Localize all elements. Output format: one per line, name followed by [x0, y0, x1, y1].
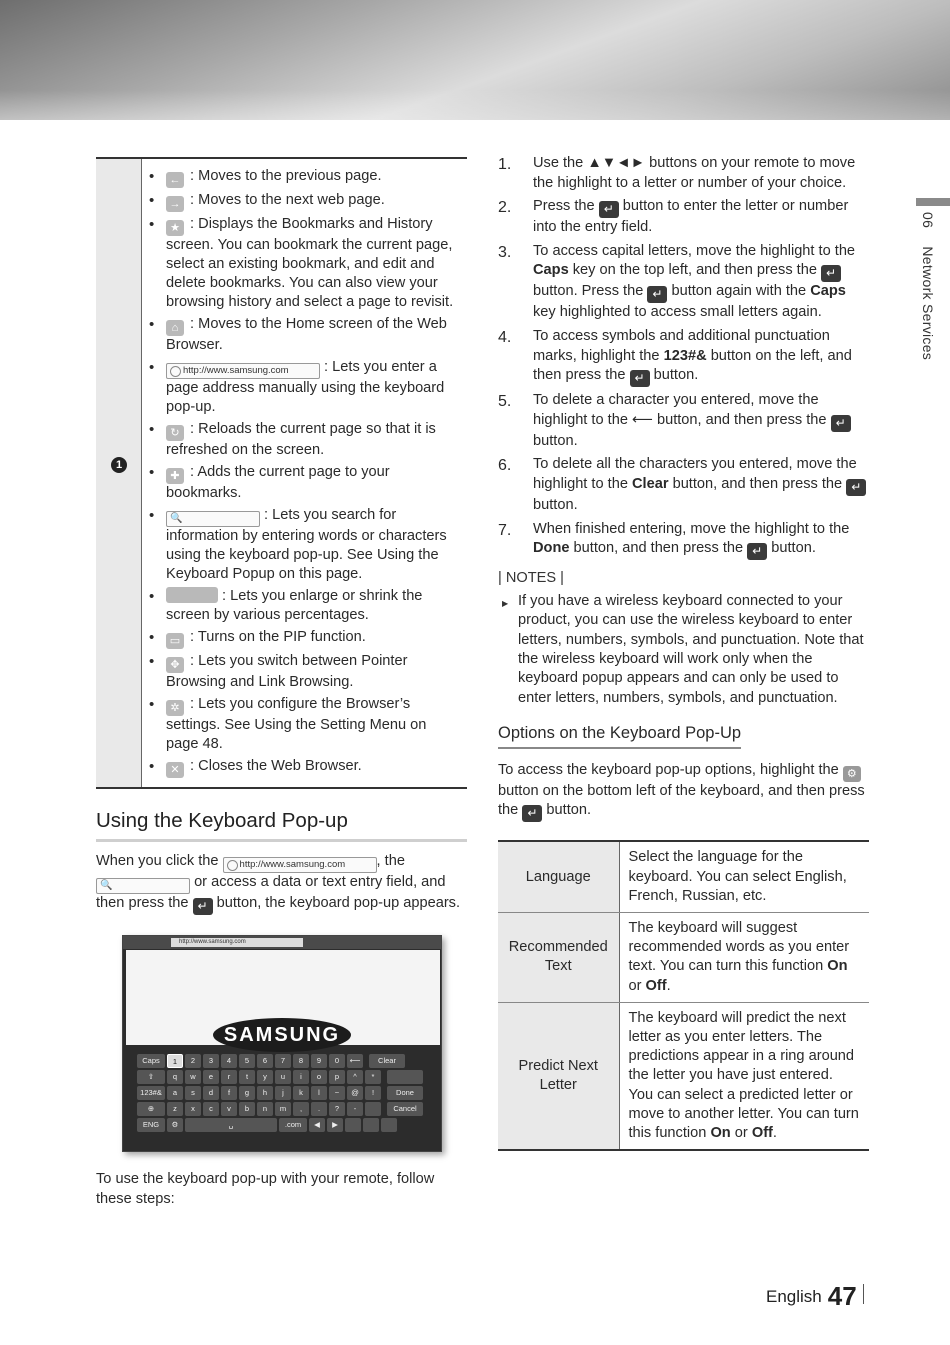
keyboard-key: ⟵: [347, 1054, 363, 1068]
keyboard-row: [137, 1070, 429, 1084]
browser-toolbar: [123, 936, 441, 949]
option-name: Recommended Text: [498, 913, 619, 1003]
options-gear-icon: ⚙: [843, 766, 861, 782]
feature-list: [142, 159, 467, 787]
keyboard-key: k: [293, 1086, 309, 1100]
intro-text-3: or access a data or text entry field, and then press the: [96, 874, 446, 911]
feature-item: [166, 315, 461, 355]
keyboard-key: q: [167, 1070, 183, 1084]
keyboard-key: .com: [279, 1118, 307, 1132]
keyboard-key: x: [185, 1102, 201, 1116]
right-column: [498, 154, 869, 1151]
step-text: button. Press the: [533, 283, 644, 300]
left-column: [96, 157, 467, 1209]
table-row: [498, 841, 869, 912]
keyboard-key: 123#&: [137, 1086, 165, 1100]
step-text: To access symbols and additional punctuation marks, highlight the: [533, 327, 830, 364]
keyboard-key: ◀: [309, 1118, 325, 1132]
feature-text: : Lets you search for information by entering words or characters using the keyboard pop-up. See Using the Keyboard Popup on this page.: [166, 507, 447, 582]
keyboard-key: p: [329, 1070, 345, 1084]
feature-item: [166, 215, 461, 312]
keyboard-key: ~: [329, 1086, 345, 1100]
feature-text: : Lets you enter a page address manually using the keyboard pop-up.: [166, 359, 445, 415]
step-number: 7.: [498, 521, 512, 539]
close-x-icon: ✕: [166, 762, 184, 778]
options-intro-a: To access the keyboard pop-up options, highlight the: [498, 761, 839, 778]
keyboard-key: c: [203, 1102, 219, 1116]
page-footer: [766, 1281, 864, 1312]
search-field: 🔍: [166, 511, 260, 527]
notes-heading: | NOTES |: [498, 570, 564, 587]
bookmark-star-icon: ★: [166, 220, 184, 236]
footer-divider: [863, 1284, 864, 1304]
feature-text: : Adds the current page to your bookmarks.: [166, 464, 390, 501]
step-item: [498, 242, 869, 323]
done-key-label: Done: [533, 540, 570, 557]
keyboard-key: ⇧: [137, 1070, 165, 1084]
step-item: [498, 520, 869, 561]
feature-item: [166, 506, 461, 584]
keyboard-section-title: Using the Keyboard Pop-up: [96, 809, 467, 842]
keyboard-key: ⚙: [167, 1118, 183, 1132]
note-item: ▶ If you have a wireless keyboard connected to your product, you can use the wireless keyboard to enter letters, numbers, symbols, and punctuation. Note that the wireless keyboard will work only when the keyboard popup appears and can only be used to enter letters, numbers, symbols, and punctuation.: [498, 592, 869, 708]
keyboard-row: [137, 1054, 429, 1068]
step-text: button on the left, and then press the: [533, 347, 852, 384]
enter-button-icon: ↵: [522, 805, 542, 822]
page-number: 47: [827, 1281, 857, 1311]
keyboard-key: ?: [329, 1102, 345, 1116]
table-row: [498, 913, 869, 1003]
options-table: [498, 840, 869, 1151]
home-icon: ⌂: [166, 320, 184, 336]
keyboard-key: i: [293, 1070, 309, 1084]
option-name: Predict Next Letter: [498, 1002, 619, 1150]
feature-item: [166, 463, 461, 503]
feature-text: : Lets you switch between Pointer Browsing and Link Browsing.: [166, 653, 408, 690]
feature-item: [166, 420, 461, 460]
settings-gear-icon: ✲: [166, 700, 184, 716]
enter-button-icon: ↵: [630, 370, 650, 387]
step-text: button.: [533, 432, 578, 449]
option-text: The keyboard will suggest recommended words as you enter text. You can turn this function: [628, 920, 850, 975]
feature-item: [166, 358, 461, 417]
feature-number-cell: [96, 159, 142, 787]
step-number: 4.: [498, 328, 512, 346]
options-intro: [498, 761, 869, 823]
keyboard-row: [137, 1086, 429, 1100]
step-text: key on the top left, and then press the: [572, 262, 817, 279]
step-text: When finished entering, move the highlight to the: [533, 520, 850, 537]
enter-button-icon: ↵: [647, 286, 667, 303]
keyboard-key: v: [221, 1102, 237, 1116]
option-description: Select the language for the keyboard. You can select English, French, Russian, etc.: [619, 841, 869, 912]
keyboard-key: ,: [293, 1102, 309, 1116]
keyboard-key: m: [275, 1102, 291, 1116]
keyboard-key: @: [347, 1086, 363, 1100]
feature-text: : Moves to the next web page.: [186, 192, 385, 208]
step-text: button, and then press the: [573, 540, 744, 557]
pointer-link-icon: ✥: [166, 657, 184, 673]
keyboard-key: ^: [347, 1070, 363, 1084]
keyboard-key: r: [221, 1070, 237, 1084]
option-description: [619, 1002, 869, 1150]
caps-key-label: Caps: [810, 283, 846, 300]
feature-item: [166, 167, 461, 188]
symbols-key-label: 123#&: [663, 347, 707, 364]
step-text: button.: [771, 540, 816, 557]
keyboard-popup-screenshot: [122, 935, 442, 1152]
option-description: [619, 913, 869, 1003]
keyboard-key: !: [365, 1086, 381, 1100]
feature-text: : Displays the Bookmarks and History screen. You can bookmark the current page, select an existing bookmark, and edit and delete bookmarks. You can also view your browsing history and select a page to revisit.: [166, 216, 454, 310]
table-row: [498, 1002, 869, 1150]
keyboard-key: Clear: [369, 1054, 405, 1068]
step-item: [498, 154, 869, 193]
keyboard-key: b: [239, 1102, 255, 1116]
options-intro-c: button.: [546, 802, 592, 819]
enter-button-icon: ↵: [599, 201, 619, 218]
period: .: [666, 977, 671, 994]
intro-text-4: button, the keyboard pop-up appears.: [216, 895, 461, 911]
keyboard-key: Done: [387, 1086, 423, 1100]
keyboard-key: Cancel: [387, 1102, 423, 1116]
on-label: On: [827, 958, 848, 975]
intro-text-2: , the: [376, 853, 405, 869]
keyboard-key: *: [365, 1070, 381, 1084]
caps-key-label: Caps: [533, 262, 569, 279]
feature-item: [166, 757, 461, 778]
keyboard-row: [137, 1102, 429, 1116]
feature-text: : Reloads the current page so that it is refreshed on the screen.: [166, 421, 436, 458]
feature-item: [166, 191, 461, 212]
header-band: [0, 0, 950, 120]
add-bookmark-icon: ✚: [166, 468, 184, 484]
off-label: Off: [751, 1125, 773, 1142]
feature-item: [166, 587, 461, 625]
keyboard-key: z: [167, 1102, 183, 1116]
option-text: The keyboard will predict the next letter as you enter letters. The predictions appear in a ring around the letter you have just entered. You can select a predicted letter or move to another letter. You can turn this function: [628, 1009, 859, 1142]
previous-page-icon: ←: [166, 172, 184, 188]
zoom-icon: [166, 587, 218, 603]
chapter-label: [920, 212, 936, 360]
feature-item: [166, 628, 461, 649]
step-text: Press the: [533, 198, 595, 215]
keyboard-keys: [137, 1054, 429, 1134]
intro-text-1: When you click the: [96, 853, 219, 869]
feature-text: : Lets you enlarge or shrink the screen by various percentages.: [166, 588, 423, 623]
step-text: Use the ▲▼◄► buttons on your remote to move the highlight to a letter or number of your choice.: [533, 155, 856, 191]
keyboard-key: 1: [167, 1054, 183, 1068]
step-item: [498, 391, 869, 451]
step-text: To delete a character you entered, move the highlight to the ⟵ button, and then press the: [533, 392, 827, 428]
step-number: 3.: [498, 243, 512, 261]
step-number: 1.: [498, 156, 512, 173]
pip-icon: ▭: [166, 633, 184, 649]
keyboard-key: f: [221, 1086, 237, 1100]
step-text: To delete all the characters you entered, move the highlight to the: [533, 456, 857, 492]
step-text: button, and then press the: [672, 475, 843, 492]
keyboard-key: [387, 1070, 423, 1084]
keyboard-key: j: [275, 1086, 291, 1100]
url-field-icon: [223, 857, 377, 873]
or-text: or: [628, 977, 642, 994]
circle-number: 1: [111, 457, 127, 473]
options-title: Options on the Keyboard Pop-Up: [498, 724, 741, 749]
keyboard-intro: [96, 852, 467, 915]
step-text: To access capital letters, move the highlight to the: [533, 242, 856, 259]
keyboard-key: y: [257, 1070, 273, 1084]
keyboard-key: ⊕: [137, 1102, 165, 1116]
url-field: http://www.samsung.com: [166, 363, 320, 379]
keyboard-key: d: [203, 1086, 219, 1100]
keyboard-key: a: [167, 1086, 183, 1100]
enter-button-icon: ↵: [831, 415, 851, 432]
keyboard-key: 4: [221, 1054, 237, 1068]
keyboard-key: .: [311, 1102, 327, 1116]
keyboard-key: 5: [239, 1054, 255, 1068]
keyboard-key: g: [239, 1086, 255, 1100]
step-number: 6.: [498, 457, 512, 475]
keyboard-key: 2: [185, 1054, 201, 1068]
keyboard-key: o: [311, 1070, 327, 1084]
keyboard-key: [345, 1118, 361, 1132]
period: .: [772, 1125, 777, 1142]
feature-text: : Moves to the Home screen of the Web Browser.: [166, 316, 447, 353]
keyboard-key: ENG: [137, 1118, 165, 1132]
feature-item: [166, 695, 461, 754]
keyboard-key: [363, 1118, 379, 1132]
step-text: button to enter the letter or number into the entry field.: [533, 198, 849, 236]
steps-list: [498, 154, 869, 560]
step-text: button again with the: [671, 283, 807, 300]
feature-text: : Turns on the PIP function.: [186, 629, 366, 645]
keyboard-key: 6: [257, 1054, 273, 1068]
step-text: button.: [533, 496, 578, 513]
follow-steps-text: To use the keyboard pop-up with your remote, follow these steps:: [96, 1171, 435, 1207]
keyboard-key: 0: [329, 1054, 345, 1068]
enter-button-icon: ↵: [747, 543, 767, 560]
chapter-number: 06: [920, 212, 936, 229]
keyboard-key: ␣: [185, 1118, 277, 1132]
step-item: [498, 327, 869, 387]
keyboard-key: w: [185, 1070, 201, 1084]
feature-item: [166, 652, 461, 692]
samsung-logo: SAMSUNG: [213, 1018, 351, 1052]
search-field-icon: 🔍: [96, 878, 190, 894]
step-item: [498, 455, 869, 515]
off-label: Off: [645, 977, 667, 994]
step-number: 5.: [498, 393, 512, 411]
keyboard-row: [137, 1118, 429, 1132]
clear-key-label: Clear: [632, 475, 669, 492]
keyboard-key: Caps: [137, 1054, 165, 1068]
keyboard-key: 7: [275, 1054, 291, 1068]
keyboard-key: n: [257, 1102, 273, 1116]
on-label: On: [710, 1125, 731, 1142]
keyboard-key: [365, 1102, 381, 1116]
keyboard-key: -: [347, 1102, 363, 1116]
enter-button-icon: ↵: [193, 898, 213, 915]
step-item: [498, 197, 869, 238]
keyboard-key: ▶: [327, 1118, 343, 1132]
reload-icon: ↻: [166, 425, 184, 441]
next-page-icon: →: [166, 196, 184, 212]
keyboard-key: 3: [203, 1054, 219, 1068]
keyboard-key: h: [257, 1086, 273, 1100]
screenshot-url-bar: http://www.samsung.com: [171, 938, 303, 947]
feature-text: : Closes the Web Browser.: [186, 758, 362, 774]
chapter-title: Network Services: [920, 246, 936, 361]
enter-button-icon: ↵: [821, 265, 841, 282]
options-intro-b: button on the bottom left of the keyboard, and then press the: [498, 782, 865, 819]
footer-language: English: [766, 1287, 822, 1306]
intro-url: http://www.samsung.com: [239, 859, 346, 870]
keyboard-key: l: [311, 1086, 327, 1100]
keyboard-key: s: [185, 1086, 201, 1100]
step-number: 2.: [498, 199, 512, 217]
keyboard-key: e: [203, 1070, 219, 1084]
option-name: Language: [498, 841, 619, 912]
keyboard-key: t: [239, 1070, 255, 1084]
step-text: button.: [653, 367, 699, 384]
keyboard-key: 9: [311, 1054, 327, 1068]
browser-features-table: [96, 157, 467, 789]
keyboard-key: u: [275, 1070, 291, 1084]
keyboard-key: 8: [293, 1054, 309, 1068]
or-text: or: [734, 1125, 748, 1142]
enter-button-icon: ↵: [846, 479, 866, 496]
step-text: key highlighted to access small letters again.: [533, 304, 822, 321]
chapter-tab-marker: [916, 198, 950, 206]
keyboard-key: [381, 1118, 397, 1132]
feature-text: : Lets you configure the Browser’s settings. See Using the Setting Menu on page 48.: [166, 696, 427, 752]
feature-text: : Moves to the previous page.: [186, 168, 382, 184]
